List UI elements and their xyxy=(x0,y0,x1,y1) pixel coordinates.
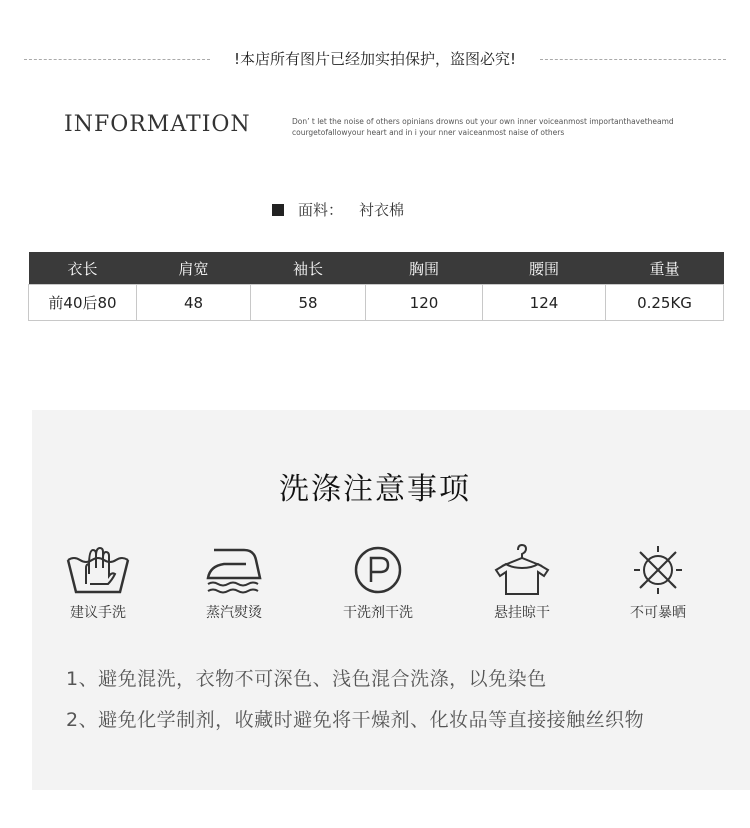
column-header: 衣长 xyxy=(29,252,137,285)
care-note: 2、避免化学制剂，收藏时避免将干燥剂、化妆品等直接接触丝织物 xyxy=(66,709,645,731)
info-subtitle-line: Don’ t let the noise of others opinians drowns out your own inner voiceanmost importanthavetheamd xyxy=(292,117,674,126)
notice-text: !本店所有图片已经加实拍保护，盗图必究! xyxy=(233,50,517,68)
steam-iron-icon xyxy=(200,544,268,596)
info-subtitle-line: courgetofallowyour heart and in i your nner vaiceanmost naise of others xyxy=(292,128,565,137)
care-title: 洗涤注意事项 xyxy=(279,472,471,507)
care-item-label: 干洗剂干洗 xyxy=(343,605,413,621)
care-item-label: 不可暴晒 xyxy=(630,605,686,621)
fabric-info xyxy=(272,199,404,220)
column-header: 重量 xyxy=(606,252,724,285)
table-cell: 120 xyxy=(366,285,483,321)
copyright-notice xyxy=(24,47,726,71)
info-title: INFORMATION xyxy=(64,112,251,137)
care-item-steam-iron xyxy=(174,544,294,622)
table-cell: 前40后80 xyxy=(29,285,137,321)
care-item-label: 悬挂晾干 xyxy=(494,605,550,621)
care-item-dry-clean xyxy=(318,544,438,622)
notice-divider-left xyxy=(24,59,210,60)
fabric-value: 衬衣棉 xyxy=(359,201,405,219)
size-table-header-row xyxy=(29,252,724,285)
fabric-label: 面料： xyxy=(298,201,344,219)
table-row xyxy=(29,285,724,321)
care-item-label: 蒸汽熨烫 xyxy=(206,605,262,621)
table-cell: 124 xyxy=(483,285,606,321)
table-cell: 58 xyxy=(251,285,366,321)
column-header: 肩宽 xyxy=(137,252,251,285)
info-subtitle xyxy=(292,116,712,138)
care-item-label: 建议手洗 xyxy=(70,605,126,621)
column-header: 腰围 xyxy=(483,252,606,285)
column-header: 袖长 xyxy=(251,252,366,285)
notice-divider-right xyxy=(540,59,726,60)
hang-dry-icon xyxy=(488,544,556,596)
care-item-hand-wash xyxy=(38,544,158,622)
column-header: 胸围 xyxy=(366,252,483,285)
care-note: 1、避免混洗，衣物不可深色、浅色混合洗涤，以免染色 xyxy=(66,668,547,690)
table-cell: 48 xyxy=(137,285,251,321)
table-cell: 0.25KG xyxy=(606,285,724,321)
care-item-no-sun xyxy=(598,544,718,622)
square-bullet-icon xyxy=(272,204,284,216)
size-table xyxy=(28,252,724,321)
hand-wash-icon xyxy=(64,544,132,596)
dry-clean-icon xyxy=(344,544,412,596)
no-sun-icon xyxy=(624,544,692,596)
care-item-hang-dry xyxy=(462,544,582,622)
